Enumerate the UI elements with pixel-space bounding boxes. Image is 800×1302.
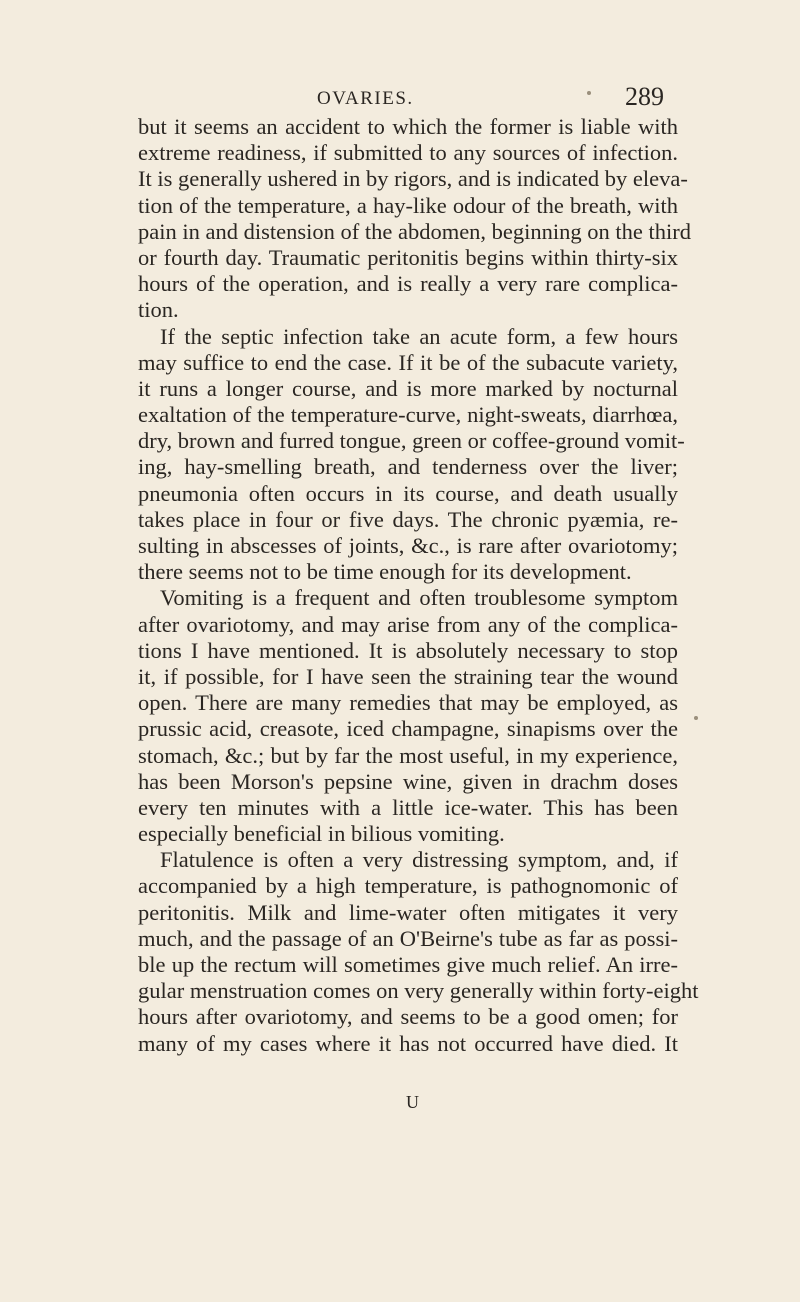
text-line: prussic acid, creasote, iced champagne, sinapisms over the (138, 716, 678, 742)
body-text (138, 114, 699, 1057)
text-line: it runs a longer course, and is more marked by nocturnal (138, 375, 678, 401)
text-line: every ten minutes with a little ice-water. This has been (138, 794, 678, 820)
text-line: Flatulence is often a very distressing symptom, and, if (160, 847, 678, 873)
text-line: stomach, &c.; but by far the most useful, in my experience, (138, 742, 678, 768)
text-line: many of my cases where it has not occurred have died. It (138, 1030, 678, 1056)
paper-speck (694, 716, 698, 720)
text-line: accompanied by a high temperature, is pathognomonic of (138, 873, 678, 899)
text-line: much, and the passage of an O'Beirne's tube as far as possi- (138, 925, 678, 951)
paper-speck (587, 91, 591, 95)
text-line: especially beneficial in bilious vomiting. (138, 821, 505, 847)
text-line: tion of the temperature, a hay-like odour of the breath, with (138, 192, 678, 218)
paragraph-vomiting (138, 585, 678, 847)
text-line: has been Morson's pepsine wine, given in drachm doses (138, 768, 678, 794)
text-line: pain in and distension of the abdomen, beginning on the third (138, 218, 692, 244)
text-line: hours after ovariotomy, and seems to be a good omen; for (138, 1004, 678, 1030)
text-line: If the septic infection take an acute form, a few hours (160, 323, 678, 349)
paragraph-septic-infection (138, 323, 685, 586)
text-line: open. There are many remedies that may be employed, as (138, 690, 678, 716)
text-line: extreme readiness, if submitted to any sources of infection. (138, 140, 678, 166)
running-title: OVARIES. (317, 88, 414, 109)
text-line: but it seems an accident to which the former is liable with (138, 114, 678, 139)
running-head (0, 82, 800, 112)
text-line: there seems not to be time enough for its development. (138, 559, 632, 585)
text-line: ble up the rectum will sometimes give much relief. An irre- (138, 952, 678, 977)
text-line: peritonitis. Milk and lime-water often mitigates it very (138, 899, 678, 925)
text-line: dry, brown and furred tongue, green or coffee-ground vomit- (138, 428, 685, 454)
text-line: or fourth day. Traumatic peritonitis begins within thirty-six (138, 244, 678, 270)
text-line: It is generally ushered in by rigors, and is indicated by eleva- (138, 166, 688, 192)
text-line: sulting in abscesses of joints, &c., is rare after ovariotomy; (138, 533, 678, 558)
paragraph-flatulence (138, 847, 699, 1057)
text-line: gular menstruation comes on very generally within forty-eight (138, 978, 699, 1004)
signature-mark: U (406, 1092, 419, 1112)
text-line: after ovariotomy, and may arise from any of the complica- (138, 611, 678, 637)
text-line: exaltation of the temperature-curve, night-sweats, diarrhœa, (138, 402, 678, 428)
text-line: takes place in four or five days. The chronic pyæmia, re- (138, 506, 678, 532)
page-number: 289 (625, 82, 664, 111)
text-line: hours of the operation, and is really a very rare complica- (138, 271, 678, 297)
text-line: tion. (138, 297, 179, 323)
paragraph-septic-wound (138, 114, 692, 324)
text-line: may suffice to end the case. If it be of the subacute variety, (138, 349, 678, 375)
text-line: ing, hay-smelling breath, and tenderness over the liver; (138, 454, 678, 480)
text-line: pneumonia often occurs in its course, and death usually (138, 480, 678, 506)
text-line: tions I have mentioned. It is absolutely necessary to stop (138, 637, 678, 663)
text-line: it, if possible, for I have seen the straining tear the wound (138, 663, 678, 689)
text-line: Vomiting is a frequent and often troublesome symptom (160, 585, 678, 611)
